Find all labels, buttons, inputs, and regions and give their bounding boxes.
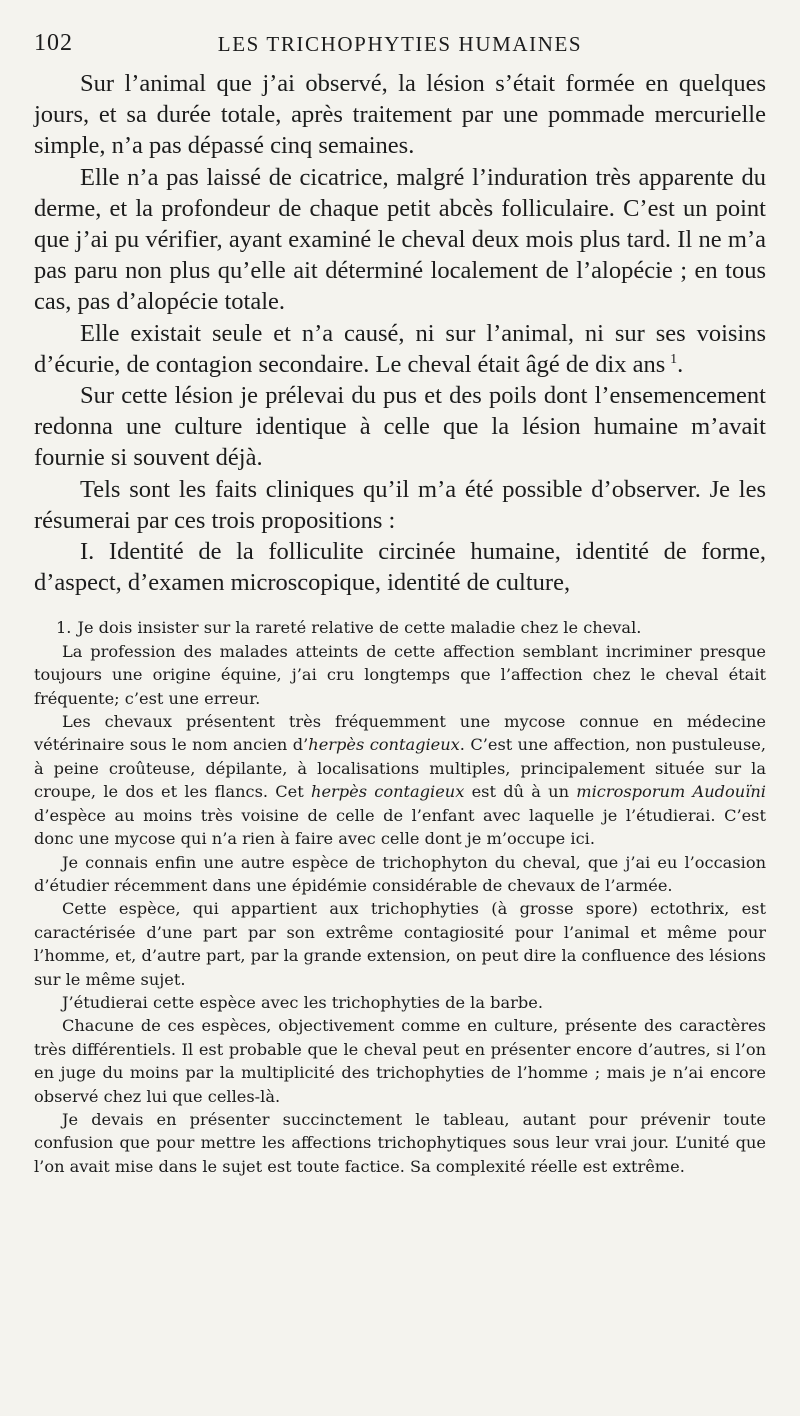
footnote-3-text-a: Les chevaux présentent très fréquemment une mycose connue en médecine vétérinaire sous le nom ancien d’ bbox=[34, 712, 766, 755]
paragraph-4: Sur cette lésion je prélevai du pus et des poils dont l’ensemencement redonna une culture identique à celle que la lésion humaine m’avait fournie si souvent déjà. bbox=[34, 382, 766, 472]
footnote-number: 1. bbox=[56, 618, 72, 638]
book-page bbox=[34, 28, 766, 1388]
footnote-paragraph-7: Chacune de ces espèces, objectivement comme en culture, présente des caractères très différentiels. Il est probable que le cheval peut en présenter encore d’autres, si l’on en juge du moins par la multiplicité des trichophyties de l’homme ; mais je n’ai encore observé chez lui que celles-là. bbox=[34, 1016, 766, 1106]
paragraph-3-end: . bbox=[677, 350, 684, 378]
footnote-paragraph-8: Je devais en présenter succinctement le tableau, autant pour prévenir toute confusion que pour mettre les affections trichophytiques sous leur vrai jour. L’unité que l’on avait mise dans le sujet est toute factice. Sa complexité réelle est extrême. bbox=[34, 1109, 766, 1176]
paragraph-5: Tels sont les faits cliniques qu’il m’a été possible d’observer. Je les résumerai par ces trois propositions : bbox=[34, 475, 766, 534]
footnote-paragraph-5: Cette espèce, qui appartient aux trichophyties (à grosse spore) ectothrix, est caractérisée d’une part par son extrême contagiosité pour l’animal et même pour l’homme, et, d’autre part, par la grande extension, on peut dire la confluence des lésions sur le même sujet. bbox=[34, 899, 766, 989]
footnote-3-text-d: d’espèce au moins très voisine de celle de l’enfant avec laquelle je l’étudierai. C’est donc une mycose qui n’a rien à faire avec celle dont je m’occupe ici. bbox=[34, 805, 766, 849]
paragraph-6: I. Identité de la folliculite circinée humaine, identité de forme, d’aspect, d’examen microscopique, identité de culture, bbox=[34, 538, 766, 597]
footnote-3-italic-2: herpès contagieux bbox=[311, 782, 465, 802]
footnote-paragraph-3 bbox=[34, 710, 766, 850]
footnote-3-italic-1: herpès contagieux bbox=[308, 735, 460, 755]
footnote-paragraph-2: La profession des malades atteints de cette affection semblant incriminer presque toujours une origine équine, j’ai cru longtemps que l’affection chez le cheval était fréquente; c’est une erreur. bbox=[34, 641, 766, 708]
footnote-paragraph-6: J’étudierai cette espèce avec les trichophyties de la barbe. bbox=[62, 992, 543, 1012]
footnote-3-text-c: est dû à un bbox=[464, 782, 577, 802]
running-title: LES TRICHOPHYTIES HUMAINES bbox=[217, 32, 583, 56]
paragraph-1: Sur l’animal que j’ai observé, la lésion s’était formée en quelques jours, et sa durée totale, après traitement par une pommade mercurielle simple, n’a pas dépassé cinq semaines. bbox=[34, 70, 766, 160]
footnote-paragraph-4: Je connais enfin une autre espèce de trichophyton du cheval, que j’ai eu l’occasion d’étudier récemment dans une épidémie considérable de chevaux de l’armée. bbox=[34, 852, 766, 895]
footnote-3-text-b: . C’est une affection, non pustuleuse, à peine croûteuse, dépilante, à localisations multiples, principalement située sur la croupe, le dos et les flancs. Cet bbox=[34, 735, 767, 802]
paragraph-3-text: Elle existait seule et n’a causé, ni sur l’animal, ni sur ses voisins d’écurie, de contagion secondaire. Le cheval était âgé de dix ans bbox=[34, 319, 766, 378]
footnote-reference: 1 bbox=[670, 351, 678, 367]
footnote-1 bbox=[34, 616, 766, 639]
footnotes bbox=[34, 616, 766, 1178]
paragraph-3 bbox=[34, 318, 766, 380]
page-number: 102 bbox=[34, 30, 73, 56]
running-head bbox=[34, 28, 766, 62]
footnote-3-italic-3: microsporum Audouïni bbox=[576, 782, 766, 802]
footnote-1-text: Je dois insister sur la rareté relative de cette maladie chez le cheval. bbox=[77, 618, 642, 638]
paragraph-2: Elle n’a pas laissé de cicatrice, malgré l’induration très apparente du derme, et la profondeur de chaque petit abcès folliculaire. C’est un point que j’ai pu vérifier, ayant examiné le cheval deux mois plus tard. Il ne m’a pas paru non plus qu’elle ait déterminé localement de l’alopécie ; en tous cas, pas d’alopécie totale. bbox=[34, 163, 766, 316]
main-text bbox=[34, 68, 766, 598]
